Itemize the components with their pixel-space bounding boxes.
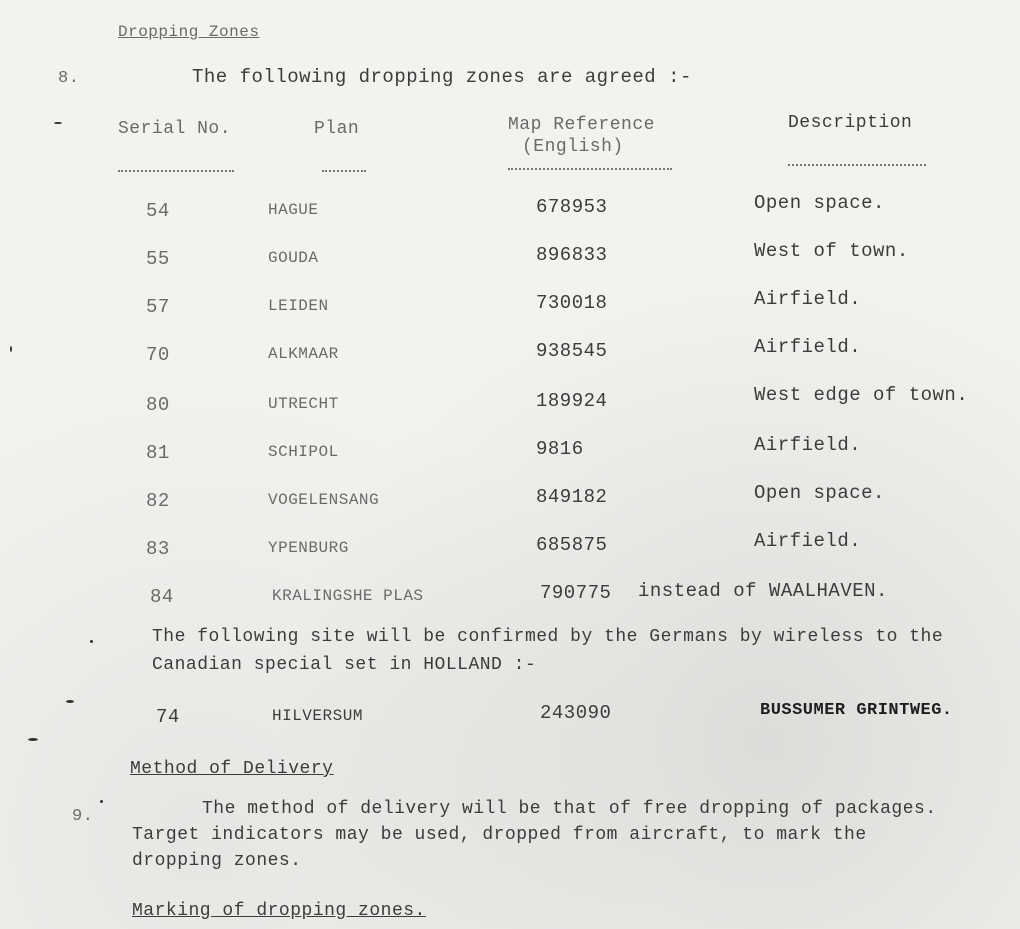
row-serial: 84 — [150, 586, 174, 608]
row-map-ref: 896833 — [536, 244, 608, 266]
row-map-ref: 730018 — [536, 292, 608, 314]
row-serial: 70 — [146, 344, 170, 366]
row-description: Airfield. — [754, 336, 862, 358]
row-plan: UTRECHT — [268, 395, 339, 413]
header-description: Description — [788, 113, 913, 133]
row-map-ref: 9816 — [536, 438, 584, 460]
row-plan: KRALINGSHE PLAS — [272, 587, 424, 605]
scan-speck — [54, 122, 62, 124]
row-map-ref: 938545 — [536, 340, 608, 362]
scan-speck — [28, 738, 38, 741]
marking-heading: Marking of dropping zones. — [132, 901, 426, 921]
row-map-ref: 685875 — [536, 534, 608, 556]
row-serial: 83 — [146, 538, 170, 560]
header-map-reference: Map Reference — [508, 115, 655, 135]
row-plan: ALKMAAR — [268, 345, 339, 363]
delivery-heading: Method of Delivery — [130, 759, 334, 779]
row-plan: LEIDEN — [268, 297, 329, 315]
row-map-ref: 189924 — [536, 390, 608, 412]
row-plan: HAGUE — [268, 201, 319, 219]
header-map-rule — [508, 168, 672, 170]
row-description: Airfield. — [754, 530, 862, 552]
paragraph-number-9: 9. — [72, 807, 94, 826]
row-description: Open space. — [754, 482, 885, 504]
header-serial-rule — [118, 170, 234, 172]
row-serial: 82 — [146, 490, 170, 512]
paragraph-8-intro: The following dropping zones are agreed :- — [192, 66, 692, 88]
row-map-ref: 849182 — [536, 486, 608, 508]
row-plan: SCHIPOL — [268, 443, 339, 461]
header-plan-rule — [322, 170, 366, 172]
row-serial: 55 — [146, 248, 170, 270]
scan-speck — [66, 700, 74, 703]
section-heading: Dropping Zones — [118, 23, 260, 41]
confirm-row-plan: HILVERSUM — [272, 707, 363, 725]
row-serial: 54 — [146, 200, 170, 222]
row-serial: 80 — [146, 394, 170, 416]
row-description: instead of WAALHAVEN. — [638, 580, 888, 602]
confirm-row-serial: 74 — [156, 706, 180, 728]
scan-speck — [100, 800, 103, 803]
row-serial: 57 — [146, 296, 170, 318]
delivery-line-2: Target indicators may be used, dropped from aircraft, to mark the — [132, 825, 867, 845]
row-plan: YPENBURG — [268, 539, 349, 557]
header-serial-no: Serial No. — [118, 119, 232, 139]
row-map-ref: 678953 — [536, 196, 608, 218]
row-serial: 81 — [146, 442, 170, 464]
row-description: West of town. — [754, 240, 909, 262]
confirm-text-line-2: Canadian special set in HOLLAND :- — [152, 655, 537, 675]
confirm-text-line-1: The following site will be confirmed by the Germans by wireless to the — [152, 627, 944, 647]
row-map-ref: 790775 — [540, 582, 612, 604]
row-plan: VOGELENSANG — [268, 491, 380, 509]
header-plan: Plan — [314, 119, 360, 139]
header-description-rule — [788, 164, 926, 166]
scan-speck — [10, 346, 12, 352]
confirm-row-map-ref: 243090 — [540, 702, 612, 724]
row-description: Airfield. — [754, 288, 862, 310]
header-map-reference-english: (English) — [522, 137, 624, 157]
confirm-row-description: BUSSUMER GRINTWEG. — [760, 701, 953, 720]
row-description: West edge of town. — [754, 384, 969, 406]
row-plan: GOUDA — [268, 249, 319, 267]
delivery-line-1: The method of delivery will be that of free dropping of packages. — [202, 799, 937, 819]
scan-speck — [90, 640, 93, 643]
paragraph-number-8: 8. — [58, 69, 80, 88]
row-description: Open space. — [754, 192, 885, 214]
delivery-line-3: dropping zones. — [132, 851, 302, 871]
row-description: Airfield. — [754, 434, 862, 456]
